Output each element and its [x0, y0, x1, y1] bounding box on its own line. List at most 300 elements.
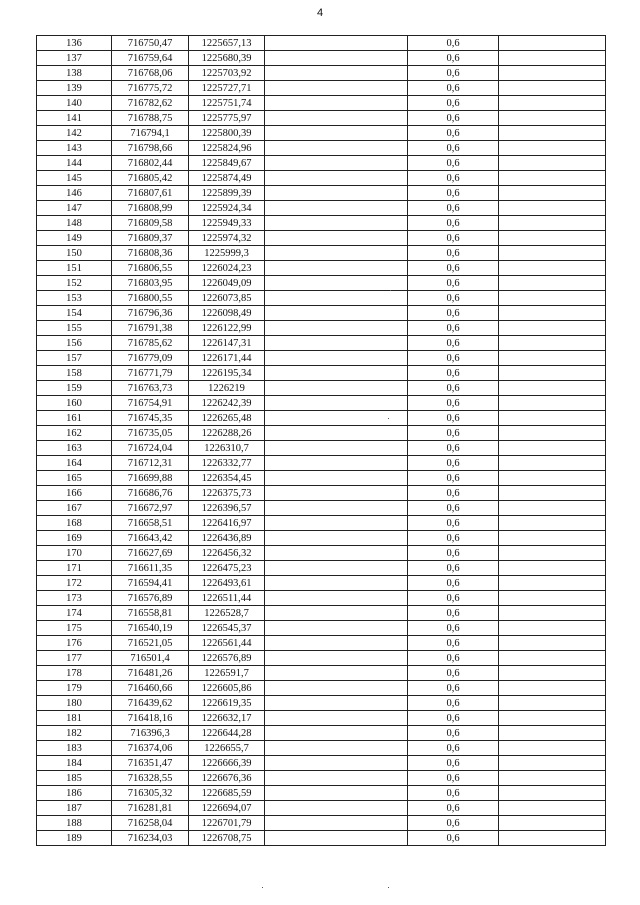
- value-cell: 0,6: [408, 216, 499, 231]
- table-row: [37, 261, 606, 276]
- x-coordinate-cell: 716481,26: [112, 666, 189, 681]
- blank-cell: [499, 156, 606, 171]
- blank-cell: [499, 291, 606, 306]
- blank-cell: [265, 291, 408, 306]
- x-coordinate-cell: 716351,47: [112, 756, 189, 771]
- y-coordinate-cell: 1226219: [189, 381, 265, 396]
- blank-cell: [265, 321, 408, 336]
- value-cell: 0,6: [408, 576, 499, 591]
- x-coordinate-cell: 716672,97: [112, 501, 189, 516]
- blank-cell: [265, 111, 408, 126]
- blank-cell: [499, 66, 606, 81]
- blank-cell: [499, 51, 606, 66]
- y-coordinate-cell: 1226354,45: [189, 471, 265, 486]
- blank-cell: [499, 696, 606, 711]
- blank-cell: [499, 141, 606, 156]
- y-coordinate-cell: 1226685,59: [189, 786, 265, 801]
- point-number-cell: 159: [37, 381, 112, 396]
- table-row: [37, 801, 606, 816]
- point-number-cell: 136: [37, 36, 112, 51]
- y-coordinate-cell: 1226456,32: [189, 546, 265, 561]
- scan-speck: [388, 418, 389, 419]
- x-coordinate-cell: 716802,44: [112, 156, 189, 171]
- value-cell: 0,6: [408, 456, 499, 471]
- blank-cell: [265, 411, 408, 426]
- point-number-cell: 182: [37, 726, 112, 741]
- table-row: [37, 51, 606, 66]
- point-number-cell: 188: [37, 816, 112, 831]
- point-number-cell: 151: [37, 261, 112, 276]
- blank-cell: [499, 831, 606, 846]
- table-row: [37, 516, 606, 531]
- blank-cell: [499, 666, 606, 681]
- table-row: [37, 771, 606, 786]
- x-coordinate-cell: 716809,58: [112, 216, 189, 231]
- point-number-cell: 161: [37, 411, 112, 426]
- value-cell: 0,6: [408, 36, 499, 51]
- value-cell: 0,6: [408, 126, 499, 141]
- table-row: [37, 786, 606, 801]
- point-number-cell: 144: [37, 156, 112, 171]
- point-number-cell: 139: [37, 81, 112, 96]
- y-coordinate-cell: 1225949,33: [189, 216, 265, 231]
- y-coordinate-cell: 1226576,89: [189, 651, 265, 666]
- x-coordinate-cell: 716576,89: [112, 591, 189, 606]
- point-number-cell: 154: [37, 306, 112, 321]
- table-row: [37, 426, 606, 441]
- y-coordinate-cell: 1225657,13: [189, 36, 265, 51]
- table-row: [37, 756, 606, 771]
- y-coordinate-cell: 1226098,49: [189, 306, 265, 321]
- point-number-cell: 170: [37, 546, 112, 561]
- blank-cell: [499, 651, 606, 666]
- table-row: [37, 156, 606, 171]
- table-row: [37, 216, 606, 231]
- point-number-cell: 158: [37, 366, 112, 381]
- point-number-cell: 165: [37, 471, 112, 486]
- table-row: [37, 96, 606, 111]
- table-row: [37, 501, 606, 516]
- x-coordinate-cell: 716501,4: [112, 651, 189, 666]
- point-number-cell: 167: [37, 501, 112, 516]
- blank-cell: [499, 561, 606, 576]
- blank-cell: [499, 306, 606, 321]
- blank-cell: [265, 156, 408, 171]
- scan-speck: [390, 290, 391, 291]
- blank-cell: [265, 741, 408, 756]
- x-coordinate-cell: 716521,05: [112, 636, 189, 651]
- point-number-cell: 143: [37, 141, 112, 156]
- point-number-cell: 149: [37, 231, 112, 246]
- y-coordinate-cell: 1226561,44: [189, 636, 265, 651]
- point-number-cell: 150: [37, 246, 112, 261]
- point-number-cell: 185: [37, 771, 112, 786]
- y-coordinate-cell: 1225899,39: [189, 186, 265, 201]
- value-cell: 0,6: [408, 636, 499, 651]
- x-coordinate-cell: 716798,66: [112, 141, 189, 156]
- blank-cell: [499, 231, 606, 246]
- blank-cell: [499, 756, 606, 771]
- blank-cell: [499, 516, 606, 531]
- point-number-cell: 163: [37, 441, 112, 456]
- x-coordinate-cell: 716785,62: [112, 336, 189, 351]
- y-coordinate-cell: 1225924,34: [189, 201, 265, 216]
- blank-cell: [499, 456, 606, 471]
- point-number-cell: 162: [37, 426, 112, 441]
- blank-cell: [499, 591, 606, 606]
- blank-cell: [499, 321, 606, 336]
- value-cell: 0,6: [408, 306, 499, 321]
- x-coordinate-cell: 716807,61: [112, 186, 189, 201]
- coordinates-table: [36, 35, 606, 846]
- y-coordinate-cell: 1226619,35: [189, 696, 265, 711]
- point-number-cell: 138: [37, 66, 112, 81]
- value-cell: 0,6: [408, 171, 499, 186]
- table-row: [37, 546, 606, 561]
- x-coordinate-cell: 716540,19: [112, 621, 189, 636]
- point-number-cell: 177: [37, 651, 112, 666]
- x-coordinate-cell: 716611,35: [112, 561, 189, 576]
- point-number-cell: 183: [37, 741, 112, 756]
- y-coordinate-cell: 1225849,67: [189, 156, 265, 171]
- y-coordinate-cell: 1226644,28: [189, 726, 265, 741]
- x-coordinate-cell: 716234,03: [112, 831, 189, 846]
- table-row: [37, 456, 606, 471]
- table-row: [37, 741, 606, 756]
- x-coordinate-cell: 716439,62: [112, 696, 189, 711]
- x-coordinate-cell: 716686,76: [112, 486, 189, 501]
- x-coordinate-cell: 716643,42: [112, 531, 189, 546]
- table-row: [37, 441, 606, 456]
- value-cell: 0,6: [408, 711, 499, 726]
- x-coordinate-cell: 716779,09: [112, 351, 189, 366]
- x-coordinate-cell: 716750,47: [112, 36, 189, 51]
- table-row: [37, 276, 606, 291]
- table-row: [37, 651, 606, 666]
- blank-cell: [265, 546, 408, 561]
- blank-cell: [265, 531, 408, 546]
- table-row: [37, 126, 606, 141]
- value-cell: 0,6: [408, 321, 499, 336]
- point-number-cell: 181: [37, 711, 112, 726]
- value-cell: 0,6: [408, 516, 499, 531]
- value-cell: 0,6: [408, 591, 499, 606]
- value-cell: 0,6: [408, 486, 499, 501]
- value-cell: 0,6: [408, 261, 499, 276]
- value-cell: 0,6: [408, 291, 499, 306]
- y-coordinate-cell: 1226024,23: [189, 261, 265, 276]
- blank-cell: [499, 186, 606, 201]
- x-coordinate-cell: 716806,55: [112, 261, 189, 276]
- blank-cell: [499, 81, 606, 96]
- y-coordinate-cell: 1225703,92: [189, 66, 265, 81]
- value-cell: 0,6: [408, 531, 499, 546]
- value-cell: 0,6: [408, 141, 499, 156]
- value-cell: 0,6: [408, 231, 499, 246]
- value-cell: 0,6: [408, 351, 499, 366]
- table-row: [37, 231, 606, 246]
- blank-cell: [265, 171, 408, 186]
- blank-cell: [499, 771, 606, 786]
- y-coordinate-cell: 1226666,39: [189, 756, 265, 771]
- table-row: [37, 171, 606, 186]
- blank-cell: [499, 636, 606, 651]
- blank-cell: [265, 276, 408, 291]
- point-number-cell: 142: [37, 126, 112, 141]
- blank-cell: [265, 726, 408, 741]
- x-coordinate-cell: 716800,55: [112, 291, 189, 306]
- blank-cell: [265, 81, 408, 96]
- blank-cell: [265, 666, 408, 681]
- y-coordinate-cell: 1226708,75: [189, 831, 265, 846]
- blank-cell: [265, 606, 408, 621]
- x-coordinate-cell: 716805,42: [112, 171, 189, 186]
- page-number: 4: [316, 7, 324, 19]
- blank-cell: [265, 126, 408, 141]
- blank-cell: [499, 486, 606, 501]
- table-row: [37, 486, 606, 501]
- x-coordinate-cell: 716745,35: [112, 411, 189, 426]
- blank-cell: [265, 66, 408, 81]
- value-cell: 0,6: [408, 621, 499, 636]
- table-row: [37, 681, 606, 696]
- y-coordinate-cell: 1226694,07: [189, 801, 265, 816]
- blank-cell: [499, 681, 606, 696]
- blank-cell: [265, 786, 408, 801]
- point-number-cell: 141: [37, 111, 112, 126]
- value-cell: 0,6: [408, 396, 499, 411]
- blank-cell: [499, 606, 606, 621]
- blank-cell: [265, 36, 408, 51]
- point-number-cell: 189: [37, 831, 112, 846]
- blank-cell: [265, 426, 408, 441]
- x-coordinate-cell: 716791,38: [112, 321, 189, 336]
- value-cell: 0,6: [408, 156, 499, 171]
- x-coordinate-cell: 716281,81: [112, 801, 189, 816]
- y-coordinate-cell: 1226147,31: [189, 336, 265, 351]
- blank-cell: [499, 201, 606, 216]
- x-coordinate-cell: 716658,51: [112, 516, 189, 531]
- point-number-cell: 173: [37, 591, 112, 606]
- table-row: [37, 321, 606, 336]
- blank-cell: [265, 696, 408, 711]
- blank-cell: [499, 276, 606, 291]
- blank-cell: [499, 786, 606, 801]
- x-coordinate-cell: 716594,41: [112, 576, 189, 591]
- x-coordinate-cell: 716735,05: [112, 426, 189, 441]
- table-row: [37, 381, 606, 396]
- point-number-cell: 178: [37, 666, 112, 681]
- blank-cell: [499, 801, 606, 816]
- y-coordinate-cell: 1226475,23: [189, 561, 265, 576]
- point-number-cell: 146: [37, 186, 112, 201]
- table-row: [37, 696, 606, 711]
- table-row: [37, 576, 606, 591]
- table-row: [37, 471, 606, 486]
- value-cell: 0,6: [408, 411, 499, 426]
- table-row: [37, 81, 606, 96]
- x-coordinate-cell: 716374,06: [112, 741, 189, 756]
- blank-cell: [265, 231, 408, 246]
- x-coordinate-cell: 716724,04: [112, 441, 189, 456]
- blank-cell: [265, 711, 408, 726]
- blank-cell: [499, 726, 606, 741]
- value-cell: 0,6: [408, 426, 499, 441]
- y-coordinate-cell: 1226288,26: [189, 426, 265, 441]
- table-row: [37, 591, 606, 606]
- y-coordinate-cell: 1225680,39: [189, 51, 265, 66]
- x-coordinate-cell: 716305,32: [112, 786, 189, 801]
- y-coordinate-cell: 1226655,7: [189, 741, 265, 756]
- table-row: [37, 246, 606, 261]
- value-cell: 0,6: [408, 801, 499, 816]
- value-cell: 0,6: [408, 561, 499, 576]
- value-cell: 0,6: [408, 246, 499, 261]
- table-row: [37, 561, 606, 576]
- point-number-cell: 175: [37, 621, 112, 636]
- x-coordinate-cell: 716558,81: [112, 606, 189, 621]
- point-number-cell: 171: [37, 561, 112, 576]
- x-coordinate-cell: 716712,31: [112, 456, 189, 471]
- value-cell: 0,6: [408, 111, 499, 126]
- blank-cell: [265, 306, 408, 321]
- blank-cell: [265, 366, 408, 381]
- value-cell: 0,6: [408, 546, 499, 561]
- blank-cell: [265, 351, 408, 366]
- blank-cell: [499, 336, 606, 351]
- blank-cell: [499, 396, 606, 411]
- table-row: [37, 291, 606, 306]
- x-coordinate-cell: 716808,36: [112, 246, 189, 261]
- table-row: [37, 66, 606, 81]
- point-number-cell: 176: [37, 636, 112, 651]
- y-coordinate-cell: 1226511,44: [189, 591, 265, 606]
- x-coordinate-cell: 716794,1: [112, 126, 189, 141]
- value-cell: 0,6: [408, 96, 499, 111]
- value-cell: 0,6: [408, 276, 499, 291]
- table-row: [37, 816, 606, 831]
- point-number-cell: 187: [37, 801, 112, 816]
- table-row: [37, 411, 606, 426]
- blank-cell: [265, 816, 408, 831]
- blank-cell: [265, 501, 408, 516]
- y-coordinate-cell: 1226310,7: [189, 441, 265, 456]
- point-number-cell: 147: [37, 201, 112, 216]
- x-coordinate-cell: 716759,64: [112, 51, 189, 66]
- blank-cell: [265, 186, 408, 201]
- value-cell: 0,6: [408, 816, 499, 831]
- x-coordinate-cell: 716803,95: [112, 276, 189, 291]
- blank-cell: [499, 711, 606, 726]
- x-coordinate-cell: 716768,06: [112, 66, 189, 81]
- table-row: [37, 636, 606, 651]
- blank-cell: [265, 381, 408, 396]
- value-cell: 0,6: [408, 831, 499, 846]
- blank-cell: [265, 246, 408, 261]
- y-coordinate-cell: 1226701,79: [189, 816, 265, 831]
- y-coordinate-cell: 1226676,36: [189, 771, 265, 786]
- point-number-cell: 166: [37, 486, 112, 501]
- blank-cell: [499, 471, 606, 486]
- value-cell: 0,6: [408, 501, 499, 516]
- x-coordinate-cell: 716782,62: [112, 96, 189, 111]
- x-coordinate-cell: 716328,55: [112, 771, 189, 786]
- table-row: [37, 186, 606, 201]
- blank-cell: [499, 366, 606, 381]
- value-cell: 0,6: [408, 81, 499, 96]
- point-number-cell: 174: [37, 606, 112, 621]
- value-cell: 0,6: [408, 786, 499, 801]
- point-number-cell: 184: [37, 756, 112, 771]
- x-coordinate-cell: 716809,37: [112, 231, 189, 246]
- y-coordinate-cell: 1225999,3: [189, 246, 265, 261]
- y-coordinate-cell: 1226332,77: [189, 456, 265, 471]
- blank-cell: [265, 141, 408, 156]
- value-cell: 0,6: [408, 186, 499, 201]
- point-number-cell: 179: [37, 681, 112, 696]
- y-coordinate-cell: 1226265,48: [189, 411, 265, 426]
- blank-cell: [499, 411, 606, 426]
- value-cell: 0,6: [408, 741, 499, 756]
- table-row: [37, 726, 606, 741]
- blank-cell: [499, 351, 606, 366]
- blank-cell: [499, 111, 606, 126]
- scan-speck: [262, 887, 263, 888]
- blank-cell: [265, 576, 408, 591]
- y-coordinate-cell: 1226375,73: [189, 486, 265, 501]
- point-number-cell: 145: [37, 171, 112, 186]
- blank-cell: [499, 216, 606, 231]
- value-cell: 0,6: [408, 681, 499, 696]
- x-coordinate-cell: 716258,04: [112, 816, 189, 831]
- value-cell: 0,6: [408, 696, 499, 711]
- blank-cell: [265, 516, 408, 531]
- table-row: [37, 306, 606, 321]
- blank-cell: [265, 756, 408, 771]
- y-coordinate-cell: 1226073,85: [189, 291, 265, 306]
- table-row: [37, 831, 606, 846]
- table-row: [37, 111, 606, 126]
- point-number-cell: 156: [37, 336, 112, 351]
- value-cell: 0,6: [408, 666, 499, 681]
- blank-cell: [265, 441, 408, 456]
- y-coordinate-cell: 1226416,97: [189, 516, 265, 531]
- blank-cell: [265, 771, 408, 786]
- blank-cell: [499, 816, 606, 831]
- point-number-cell: 157: [37, 351, 112, 366]
- y-coordinate-cell: 1225727,71: [189, 81, 265, 96]
- blank-cell: [265, 681, 408, 696]
- blank-cell: [265, 336, 408, 351]
- blank-cell: [499, 36, 606, 51]
- value-cell: 0,6: [408, 201, 499, 216]
- point-number-cell: 160: [37, 396, 112, 411]
- value-cell: 0,6: [408, 66, 499, 81]
- table-row: [37, 396, 606, 411]
- y-coordinate-cell: 1225874,49: [189, 171, 265, 186]
- point-number-cell: 155: [37, 321, 112, 336]
- blank-cell: [499, 126, 606, 141]
- y-coordinate-cell: 1225824,96: [189, 141, 265, 156]
- table-row: [37, 201, 606, 216]
- y-coordinate-cell: 1226396,57: [189, 501, 265, 516]
- y-coordinate-cell: 1226493,61: [189, 576, 265, 591]
- x-coordinate-cell: 716788,75: [112, 111, 189, 126]
- y-coordinate-cell: 1226591,7: [189, 666, 265, 681]
- y-coordinate-cell: 1225751,74: [189, 96, 265, 111]
- blank-cell: [265, 261, 408, 276]
- y-coordinate-cell: 1226242,39: [189, 396, 265, 411]
